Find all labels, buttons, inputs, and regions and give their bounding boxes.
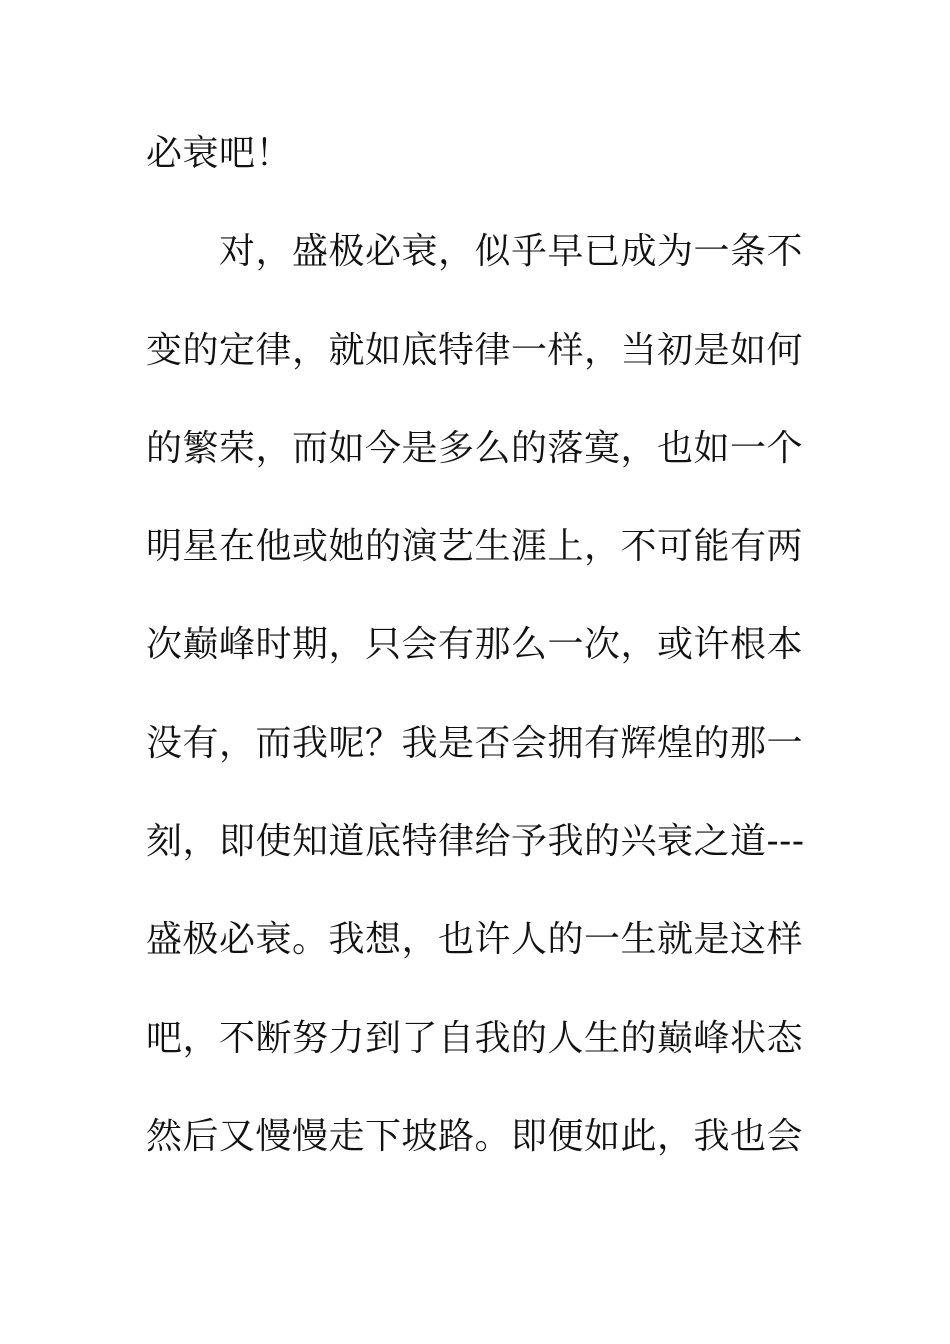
- body-text: [146, 126, 816, 1207]
- paragraph-first-line: 对，盛极必衰，似乎早已成为一条不: [219, 231, 804, 273]
- text-line: 明星在他或她的演艺生涯上，不可能有两: [146, 526, 804, 568]
- text-line: 然后又慢慢走下坡路。即便如此，我也会: [146, 1115, 804, 1157]
- text-line: 刻，即使知道底特律给予我的兴衰之道---: [146, 821, 805, 863]
- text-line: 的繁荣，而如今是多么的落寞，也如一个: [146, 427, 804, 469]
- text-line: 吧，不断努力到了自我的人生的巅峰状态: [146, 1017, 804, 1059]
- text-line: 盛极必衰。我想，也许人的一生就是这样: [146, 919, 804, 961]
- text-line: 变的定律，就如底特律一样，当初是如何: [146, 329, 804, 371]
- text-line: 没有，而我呢？我是否会拥有辉煌的那一: [146, 722, 804, 764]
- text-line: 必衰吧！: [146, 133, 293, 174]
- text-line: 次巅峰时期，只会有那么一次，或许根本: [146, 624, 804, 666]
